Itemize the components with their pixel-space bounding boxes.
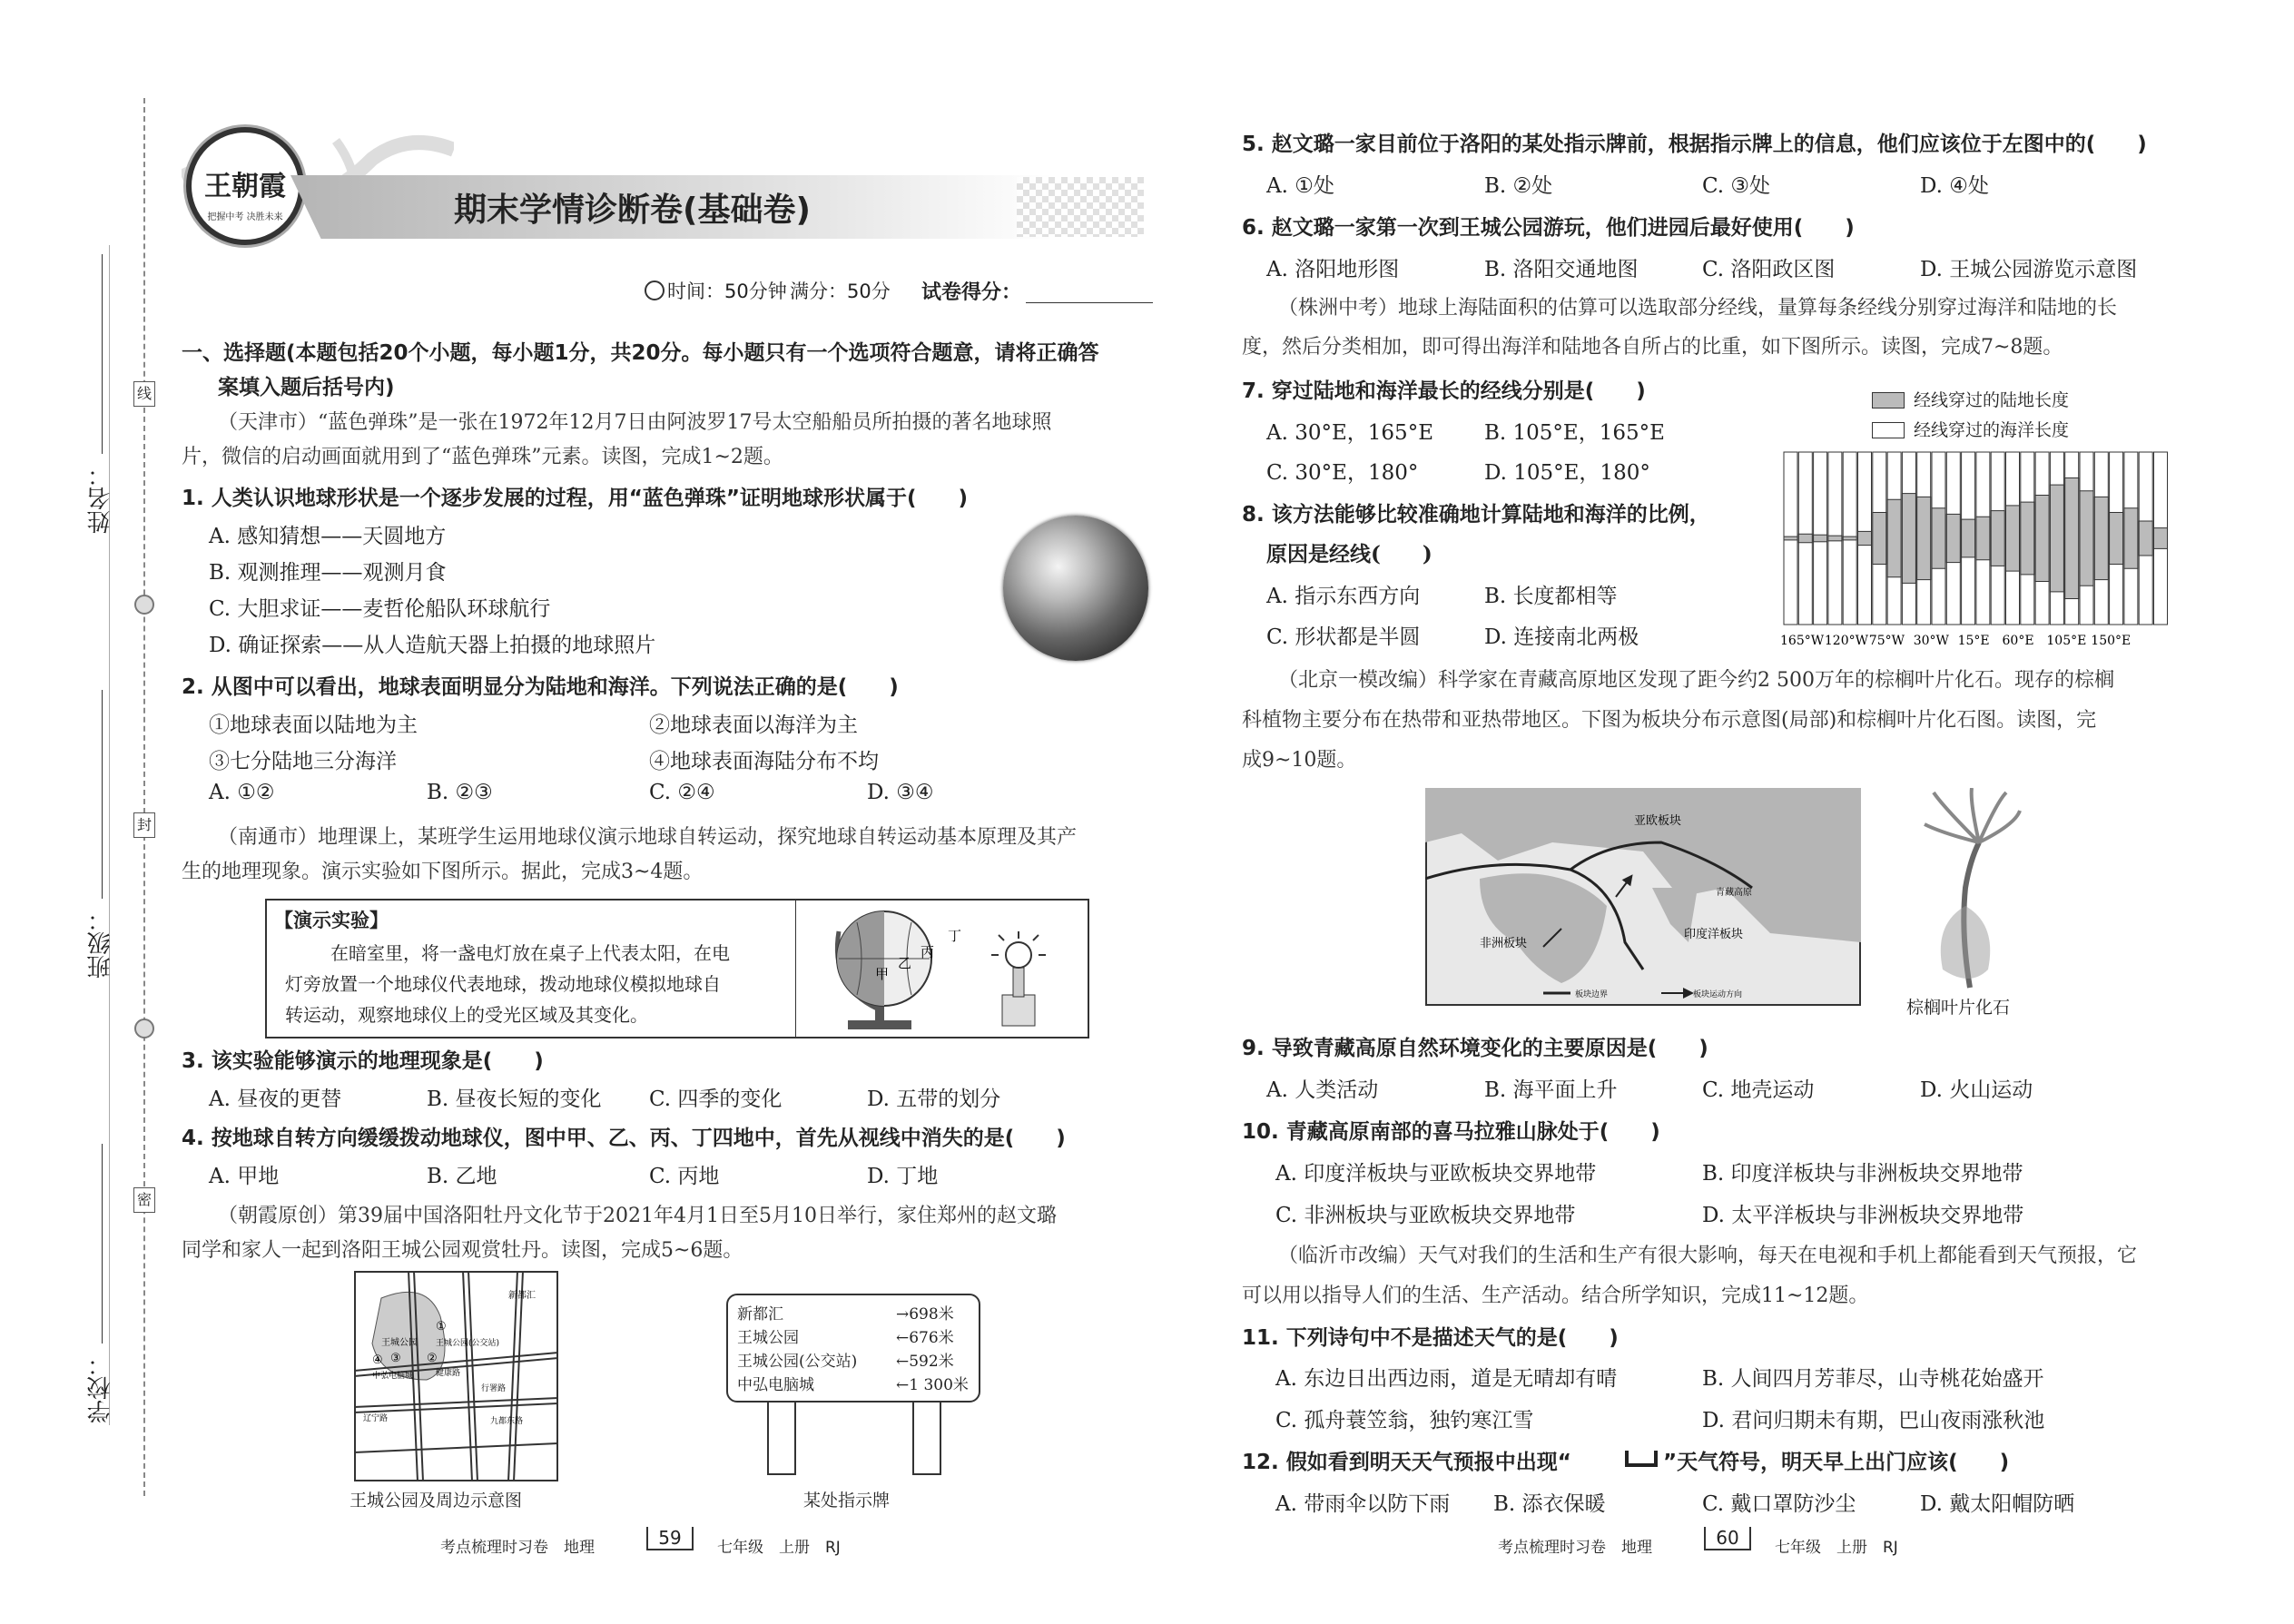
sign-caption: 某处指示牌 [803,1491,891,1511]
footer-book: 考点梳理时习卷 地理 [1498,1539,1652,1557]
land-bar [1991,511,2004,566]
name-underline [102,254,103,454]
sandstorm-symbol-icon [1625,1451,1658,1467]
binding-line-2 [109,245,110,1425]
option[interactable]: B. ②③ [427,781,493,804]
question-10: 10. 青藏高原南部的喜马拉雅山脉处于( ) [1242,1120,1660,1144]
option[interactable]: C. 30°E，180° [1266,461,1419,485]
map-marker: ① [436,1320,447,1334]
option[interactable]: A. ①② [209,781,275,804]
option[interactable]: D. ③④ [867,781,934,804]
question-1: 1. 人类认识地球形状是一个逐步发展的过程，用“蓝色弹珠”证明地球形状属于( ) [182,487,969,510]
option[interactable]: A. 带雨伞以防下雨 [1275,1492,1451,1516]
option[interactable]: D. 戴太阳帽防晒 [1920,1492,2075,1516]
sign-place: 王城公园 [737,1329,799,1347]
legend-sea-swatch [1872,422,1905,438]
option[interactable]: A. 甲地 [209,1165,280,1188]
experiment-title: 【演示实验】 [274,910,389,931]
land-bar [2124,508,2138,569]
option[interactable]: A. 昼夜的更替 [209,1088,342,1111]
land-bar [1814,535,1827,542]
option[interactable]: B. 长度都相等 [1484,585,1618,608]
fossil-caption: 棕榈叶片化石 [1906,998,2011,1018]
option[interactable]: B. ②处 [1484,174,1553,198]
option[interactable]: C. 洛阳政区图 [1702,258,1836,281]
option[interactable]: A. 感知猜想——天圆地方 [209,525,447,548]
logo-text: 王朝霞 [204,171,286,202]
question-5: 5. 赵文璐一家目前位于洛阳的某处指示牌前，根据指示牌上的信息，他们应该位于左图中的( ) [1242,133,2147,156]
land-bar [1932,508,1945,569]
option[interactable]: B. 洛阳交通地图 [1484,258,1639,281]
intro-text: （朝霞原创）第39届中国洛阳牡丹文化节于2021年4月1日至5月10日举行，家住郑州的赵文璐 [218,1205,1057,1227]
question-3: 3. 该实验能够演示的地理现象是( ) [182,1049,544,1073]
intro-text: （临沂市改编）天气对我们的生活和生产有很大影响，每天在电视和手机上都能看到天气预报，它 [1278,1245,2138,1267]
option[interactable]: C. 非洲板块与亚欧板块交界地带 [1275,1204,1576,1227]
question-11: 11. 下列诗句中不是描述天气的是( ) [1242,1326,1619,1350]
option[interactable]: B. 海平面上升 [1484,1078,1618,1102]
land-bar [1873,513,1886,565]
experiment-text: 转运动，观察地球仪上的受光区域及其变化。 [285,1004,648,1026]
intro-text: （北京一模改编）科学家在青藏高原地区发现了距今约2 500万年的棕榈叶片化石。现存的棕榈 [1278,669,2114,692]
sign-distance: ←592米 [896,1353,954,1371]
question-4: 4. 按地球自转方向缓缓拨动地球仪，图中甲、乙、丙、丁四地中，首先从视线中消失的是( ) [182,1127,1066,1150]
intro-text: 片，微信的启动画面就用到了“蓝色弹珠”元素。读图，完成1~2题。 [182,446,783,468]
tick-label: 150°E [2091,634,2132,648]
page-title: 期末学情诊断卷(基础卷) [454,192,811,229]
land-bar [2139,521,2152,556]
section-title-2: 案填入题后括号内) [218,376,395,399]
option[interactable]: B. 印度洋板块与非洲板块交界地带 [1702,1162,2023,1186]
school-label: 学校： [87,1353,114,1423]
title-checker [1017,177,1144,237]
option[interactable]: C. 孤舟蓑笠翁，独钓寒江雪 [1275,1409,1534,1432]
option[interactable]: C. 形状都是半圆 [1266,625,1421,649]
land-bar [2021,502,2034,575]
land-bar [2110,513,2123,565]
sign-place: 王城公园(公交站) [737,1353,858,1371]
tick-label: 75°W [1868,634,1905,648]
statement: ④地球表面海陆分布不均 [649,750,879,773]
map-marker: ④ [372,1353,383,1367]
land-bar [2094,497,2108,579]
globe-label-yi: 乙 [898,955,912,971]
tick-label: 120°W [1824,634,1869,648]
land-bar [2065,478,2079,599]
map-label: 九都东路 [490,1417,524,1426]
sign-place: 新都汇 [737,1305,783,1324]
plate-label-eurasia: 亚欧板块 [1634,814,1682,828]
legend-sea: 经线穿过的海洋长度 [1914,420,2070,440]
intro-text: 度，然后分类相加，即可得出海洋和陆地各自所占的比重，如下图所示。读图，完成7~8题。 [1242,336,2063,359]
seal-mark-3: 密 [133,1187,155,1213]
option[interactable]: B. 乙地 [427,1165,497,1188]
tick-label: 60°E [2002,634,2034,648]
question-8: 8. 该方法能够比较准确地计算陆地和海洋的比例， [1242,503,1710,527]
globe-lamp-illustration [812,904,1075,1033]
statement: ③七分陆地三分海洋 [209,750,397,773]
intro-text: （株洲中考）地球上海陆面积的估算可以选取部分经线，量算每条经线分别穿过海洋和陆地的长 [1278,297,2118,320]
option[interactable]: B. 观测推理——观测月食 [209,561,447,585]
seal-mark-1: 线 [133,381,155,407]
option[interactable]: C. 戴口罩防沙尘 [1702,1492,1856,1516]
land-bar [2035,496,2049,582]
sign-place: 中弘电脑城 [737,1376,814,1394]
land-bar [1858,531,1872,545]
intro-text: 可以用以指导人们的生活、生产活动。结合所学知识，完成11~12题。 [1242,1284,1869,1307]
land-bar [2080,491,2093,586]
park-map [354,1271,558,1481]
sign-post-left [767,1403,796,1475]
option[interactable]: A. 指示东西方向 [1266,585,1421,608]
plate-map [1425,788,1861,1006]
page-number: 59 [646,1527,694,1550]
map-label: 新都汇 [508,1291,536,1301]
plate-legend-motion: 板块运动方向 [1693,990,1743,999]
score-label: 试卷得分： [921,281,1022,304]
option[interactable]: D. 丁地 [867,1165,939,1188]
land-bar [2154,528,2168,549]
option[interactable]: C. 大胆求证——麦哲伦船队环球航行 [209,597,551,621]
land-bar [1917,497,1931,579]
question-8-cont: 原因是经线( ) [1266,542,1433,566]
page-number: 60 [1704,1527,1751,1550]
land-bar [1828,536,1842,541]
class-underline [102,690,103,899]
map-marker: ② [427,1352,438,1365]
circle-mark [134,1019,154,1038]
experiment-text: 灯旁放置一个地球仪代表地球，拨动地球仪模拟地球自 [285,973,721,995]
option[interactable]: D. 火山运动 [1920,1078,2033,1102]
globe-label-jia: 甲 [875,966,890,982]
option[interactable]: D. 君问归期未有期，巴山夜雨涨秋池 [1702,1409,2045,1432]
option[interactable]: D. 王城公园游览示意图 [1920,258,2138,281]
statement: ②地球表面以海洋为主 [649,714,858,737]
class-label: 班级： [87,908,114,979]
map-label: 行署路 [481,1384,507,1393]
time-info: 时间：50分钟 [667,281,787,302]
plate-legend-boundary: 板块边界 [1575,990,1609,999]
seal-mark-2: 封 [133,812,155,838]
legend-land-swatch [1872,392,1905,408]
map-label: 王城公园(公交站) [436,1339,500,1348]
option[interactable]: D. 五带的划分 [867,1088,1001,1111]
tick-label: 165°W [1780,634,1825,648]
land-bar [1843,536,1856,540]
map-label: 辽宁路 [363,1414,389,1423]
land-bar [1962,519,1975,557]
map-caption: 王城公园及周边示意图 [350,1491,523,1511]
footer-book: 考点梳理时习卷 地理 [440,1539,595,1557]
intro-text: （天津市）“蓝色弹珠”是一张在1972年12月7日由阿波罗17号太空船船员所拍摄的著名地球照 [218,411,1052,434]
earth-photo [1003,516,1148,661]
option[interactable]: D. 连接南北两极 [1484,625,1639,649]
land-bar [1976,517,1990,560]
option[interactable]: A. 印度洋板块与亚欧板块交界地带 [1275,1162,1597,1186]
option[interactable]: A. 30°E，165°E [1266,421,1433,445]
option[interactable]: C. ③处 [1702,174,1771,198]
meridian-chart [1779,447,2179,655]
globe-label-ding: 丁 [948,928,962,944]
land-bar [1946,514,1960,562]
map-label: 中弘电脑城 [372,1372,414,1381]
signpost [726,1294,980,1403]
sign-distance: ←676米 [896,1329,954,1347]
map-label: 王城公园 [381,1338,418,1348]
option[interactable]: A. 洛阳地形图 [1266,258,1400,281]
option[interactable]: D. 确证探索——从人造航天器上拍摄的地球照片 [209,634,656,657]
sign-distance: →698米 [896,1305,954,1324]
palm-fossil-image [1906,788,2024,992]
question-12-cont: ”天气符号，明天早上出门应该( ) [1663,1451,2010,1474]
option[interactable]: C. 地壳运动 [1702,1078,1815,1102]
option[interactable]: C. 四季的变化 [649,1088,783,1111]
footer-grade: 七年级 上册 RJ [1775,1539,1898,1557]
question-2: 2. 从图中可以看出，地球表面明显分为陆地和海洋。下列说法正确的是( ) [182,675,899,699]
sign-distance: ←1 300米 [896,1376,969,1394]
option[interactable]: B. 添衣保暖 [1493,1492,1606,1516]
option[interactable]: D. ④处 [1920,174,1989,198]
experiment-box [265,899,1089,1038]
legend-land: 经线穿过的陆地长度 [1914,390,2070,410]
land-bar [1887,499,1901,577]
land-bar [1902,494,1915,584]
clock-icon [645,281,665,300]
tick-label: 105°E [2046,634,2087,648]
circle-mark [134,595,154,615]
plate-label-india: 印度洋板块 [1684,928,1744,941]
option[interactable]: B. 105°E，165°E [1484,421,1665,445]
option[interactable]: D. 太平洋板块与非洲板块交界地带 [1702,1204,2024,1227]
tick-label: 15°E [1957,634,1990,648]
map-label: 健康路 [436,1369,461,1378]
question-6: 6. 赵文璐一家第一次到王城公园游玩，他们进园后最好使用( ) [1242,216,1855,240]
option[interactable]: C. ②④ [649,781,715,804]
land-bar [2050,485,2063,592]
plate-label-qz: 青藏高原 [1716,888,1752,898]
land-bar [1798,534,1812,543]
intro-text: （南通市）地理课上，某班学生运用地球仪演示地球自转运动，探究地球自转运动基本原理及其产 [218,826,1078,849]
full-score: 满分：50分 [790,281,891,302]
option[interactable]: B. 人间四月芳菲尽，山寺桃花始盛开 [1702,1367,2044,1391]
statement: ①地球表面以陆地为主 [209,714,418,737]
sign-post-right [912,1403,941,1475]
option[interactable]: D. 105°E，180° [1484,461,1650,485]
experiment-text: 在暗室里，将一盏电灯放在桌子上代表太阳，在电 [330,942,730,964]
tick-label: 30°W [1913,634,1949,648]
plate-label-africa: 非洲板块 [1480,937,1528,950]
land-bar [2006,506,2020,571]
school-underline [102,1144,103,1343]
option[interactable]: B. 昼夜长短的变化 [427,1088,602,1111]
section-title: 一、选择题(本题包括20个小题，每小题1分，共20分。每小题只有一个选项符合题意，请将正确答 [182,341,1099,365]
map-marker: ③ [390,1352,401,1365]
experiment-divider [795,901,796,1037]
logo-subtext: 把握中考 决胜未来 [207,212,283,222]
intro-text: 科植物主要分布在热带和亚热带地区。下图为板块分布示意图(局部)和棕榈叶片化石图。读图，完 [1242,709,2097,732]
option[interactable]: A. 东边日出西边雨，道是无晴却有晴 [1275,1367,1618,1391]
intro-text: 同学和家人一起到洛阳王城公园观赏牡丹。读图，完成5~6题。 [182,1239,743,1262]
question-9: 9. 导致青藏高原自然环境变化的主要原因是( ) [1242,1037,1708,1060]
option[interactable]: C. 丙地 [649,1165,720,1188]
option[interactable]: A. ①处 [1266,174,1334,198]
name-label: 姓名： [87,463,114,534]
binding-line [143,98,145,1496]
intro-text: 成9~10题。 [1242,749,1357,772]
score-field[interactable] [1026,302,1153,303]
question-7: 7. 穿过陆地和海洋最长的经线分别是( ) [1242,379,1646,403]
logo-badge [186,127,304,245]
question-12: 12. 假如看到明天天气预报中出现“ [1242,1451,1571,1474]
globe-label-bing: 丙 [921,944,935,960]
footer-grade: 七年级 上册 RJ [717,1539,841,1557]
option[interactable]: A. 人类活动 [1266,1078,1379,1102]
land-bar [1784,536,1797,540]
intro-text: 生的地理现象。演示实验如下图所示。据此，完成3~4题。 [182,861,704,883]
